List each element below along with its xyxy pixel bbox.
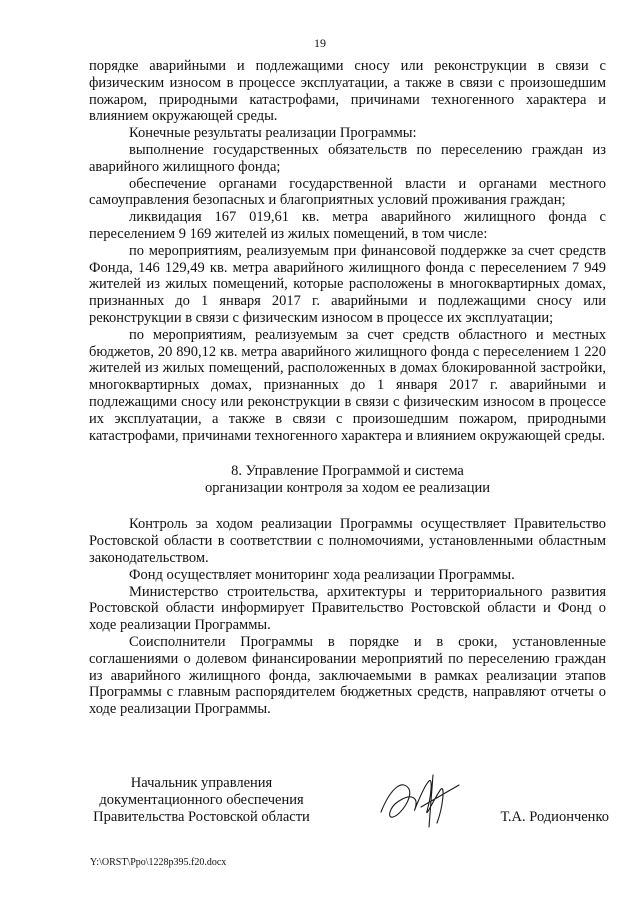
signatory-name: Т.А. Родионченко (500, 809, 609, 825)
signatory-title-line3: Правительства Ростовской области (93, 809, 310, 825)
paragraph: порядке аварийными и подлежащими сносу или реконструкции в связи с физическим износом в процессе эксплуатации, а также в связи с произошедшим пожаром, природными катастрофами, причинами техногенного характера и влиянием окружающей среды. (89, 58, 606, 125)
signature-area (89, 775, 609, 835)
section-heading-line2: организации контроля за ходом ее реализации (205, 480, 490, 497)
paragraph: Конечные результаты реализации Программы: (129, 125, 417, 142)
paragraph: Контроль за ходом реализации Программы осуществляет Правительство Ростовской области в соответствии с полномочиями, установленными областным законодательством. (89, 516, 606, 566)
page-number: 19 (314, 36, 326, 50)
signatory-title-line1: Начальник управления (130, 775, 273, 791)
paragraph: ликвидация 167 019,61 кв. метра аварийного жилищного фонда с переселением 9 169 жителей из жилых помещений, в том числе: (89, 209, 606, 242)
section-heading (89, 463, 606, 497)
handwritten-signature (371, 767, 463, 837)
paragraph: Соисполнители Программы в порядке и в сроки, установленные соглашениями о долевом финансировании мероприятий по переселению граждан из аварийного жилищного фонда, заключаемыми в рамках реализации этапов Программы с главным распорядителем бюджетных средств, направляют отчеты о ходе реализации Программы. (89, 633, 606, 718)
paragraph: по мероприятиям, реализуемым при финансовой поддержке за счет средств Фонда, 146 129,49 кв. метра аварийного жилищного фонда с переселением 7 949 жителей из жилых помещений, которые расположены в многоквартирных домах, признанных до 1 января 2017 г. аварийными и подлежащими сносу или реконструкции в связи с физическим износом в процессе их эксплуатации; (89, 242, 606, 326)
signatory-title (89, 775, 314, 826)
document-body (89, 58, 606, 718)
signatory-title-line2: документационного обеспечения (99, 792, 304, 808)
paragraph: по мероприятиям, реализуемым за счет средств областного и местных бюджетов, 20 890,12 кв. метра аварийного жилищного фонда с переселением 1 220 жителей из жилых помещений, расположенных в домах блокированной застройки, многоквартирных домах, признанных до 1 января 2017 г. аварийными и подлежащими сносу или реконструкции в связи с физическим износом в процессе их эксплуатации, а также в связи с произошедшим пожаром, природными катастрофами, причинами техногенного характера и влиянием окружающей среды. (89, 326, 606, 444)
section-heading-line1: 8. Управление Программой и система (231, 463, 464, 480)
paragraph: выполнение государственных обязательств по переселению граждан из аварийного жилищного фонда; (89, 141, 606, 175)
file-path-footer: Y:\ORST\Ppo\1228p395.f20.docx (90, 857, 227, 868)
paragraphs-top (89, 58, 606, 444)
paragraphs-bottom (89, 516, 606, 718)
paragraph: Фонд осуществляет мониторинг хода реализации Программы. (129, 566, 515, 583)
paragraph: обеспечение органами государственной власти и органами местного самоуправления безопасных и благоприятных условий проживания граждан; (89, 175, 606, 209)
paragraph: Министерство строительства, архитектуры и территориального развития Ростовской области информирует Правительство Ростовской области и Фонд о ходе реализации Программы. (89, 583, 606, 634)
